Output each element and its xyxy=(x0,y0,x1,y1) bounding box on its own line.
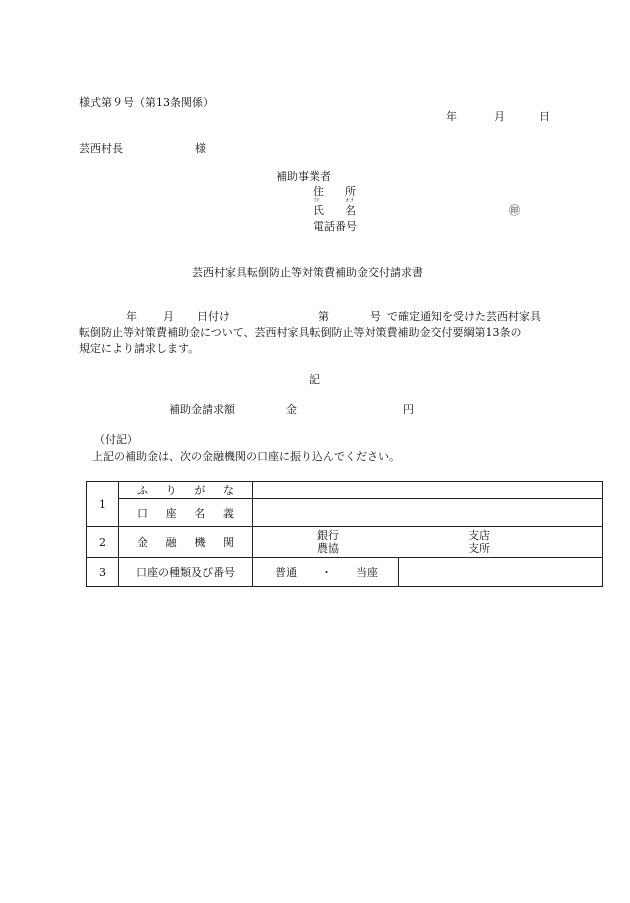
account-type-cell xyxy=(253,558,603,587)
option-current[interactable]: 当座 xyxy=(356,566,378,579)
furigana-label: ふ り が な xyxy=(119,482,253,499)
date-month-label: 月 xyxy=(494,110,505,123)
branch-suffix: 支店 xyxy=(468,529,490,542)
date-day-label: 日 xyxy=(539,110,550,123)
amount-label: 補助金請求額 xyxy=(169,403,235,416)
name-label-b: 名 xyxy=(345,204,356,217)
date-year-label: 年 xyxy=(446,110,457,123)
body-month: 月 xyxy=(163,310,174,323)
amount-currency: 金 xyxy=(286,403,297,416)
applicant-heading: 補助事業者 xyxy=(276,170,331,183)
body-number-suffix: 号 xyxy=(370,310,381,323)
ki-heading: 記 xyxy=(309,373,320,386)
account-type-label: 口座の種類及び番号 xyxy=(119,558,253,587)
address-label-b: 所 xyxy=(345,185,356,198)
row2-number: 2 xyxy=(87,527,119,558)
furigana-ruby-b: ｶﾞﾅ xyxy=(346,198,354,204)
option-separator: ・ xyxy=(321,566,332,579)
body-line1-tail: で確定通知を受けた芸西村家具 xyxy=(387,310,541,323)
financial-institution-input[interactable] xyxy=(253,527,603,558)
addressee-name: 芸西村長 xyxy=(79,142,123,155)
address-label-a: 住 xyxy=(313,185,324,198)
financial-institution-label: 金 融 機 関 xyxy=(119,527,253,558)
seal-mark-icon: ㊞ xyxy=(509,204,520,217)
body-line3: 規定により請求します。 xyxy=(79,342,200,355)
note-heading: （付記） xyxy=(94,433,138,446)
body-number-prefix: 第 xyxy=(318,310,329,323)
body-year: 年 xyxy=(126,310,137,323)
account-number-input[interactable] xyxy=(399,558,602,586)
body-line2: 転倒防止等対策費補助金について、芸西村家具転倒防止等対策費補助金交付要綱第13条の xyxy=(79,326,522,339)
addressee-honorific: 様 xyxy=(195,142,206,155)
furigana-input[interactable] xyxy=(253,482,603,499)
furigana-ruby-a: ﾌﾘ xyxy=(314,198,320,204)
form-number: 様式第９号（第13条関係） xyxy=(79,96,214,109)
row1-number: 1 xyxy=(87,482,119,527)
body-dated: 日付け xyxy=(197,310,230,323)
note-text: 上記の補助金は、次の金融機関の口座に振り込んでください。 xyxy=(92,450,400,463)
row3-number: 3 xyxy=(87,558,119,587)
name-label-a: 氏 xyxy=(313,204,324,217)
option-ordinary[interactable]: 普通 xyxy=(275,566,297,579)
sub-branch-suffix: 支所 xyxy=(468,542,490,555)
document-title: 芸西村家具転倒防止等対策費補助金交付請求書 xyxy=(192,266,423,279)
agri-coop-suffix: 農協 xyxy=(317,542,339,555)
phone-label: 電話番号 xyxy=(313,220,357,233)
bank-suffix: 銀行 xyxy=(317,529,339,542)
account-name-label: 口 座 名 義 xyxy=(119,499,253,527)
amount-unit: 円 xyxy=(403,403,414,416)
bank-account-table xyxy=(86,481,603,587)
account-name-input[interactable] xyxy=(253,499,603,527)
